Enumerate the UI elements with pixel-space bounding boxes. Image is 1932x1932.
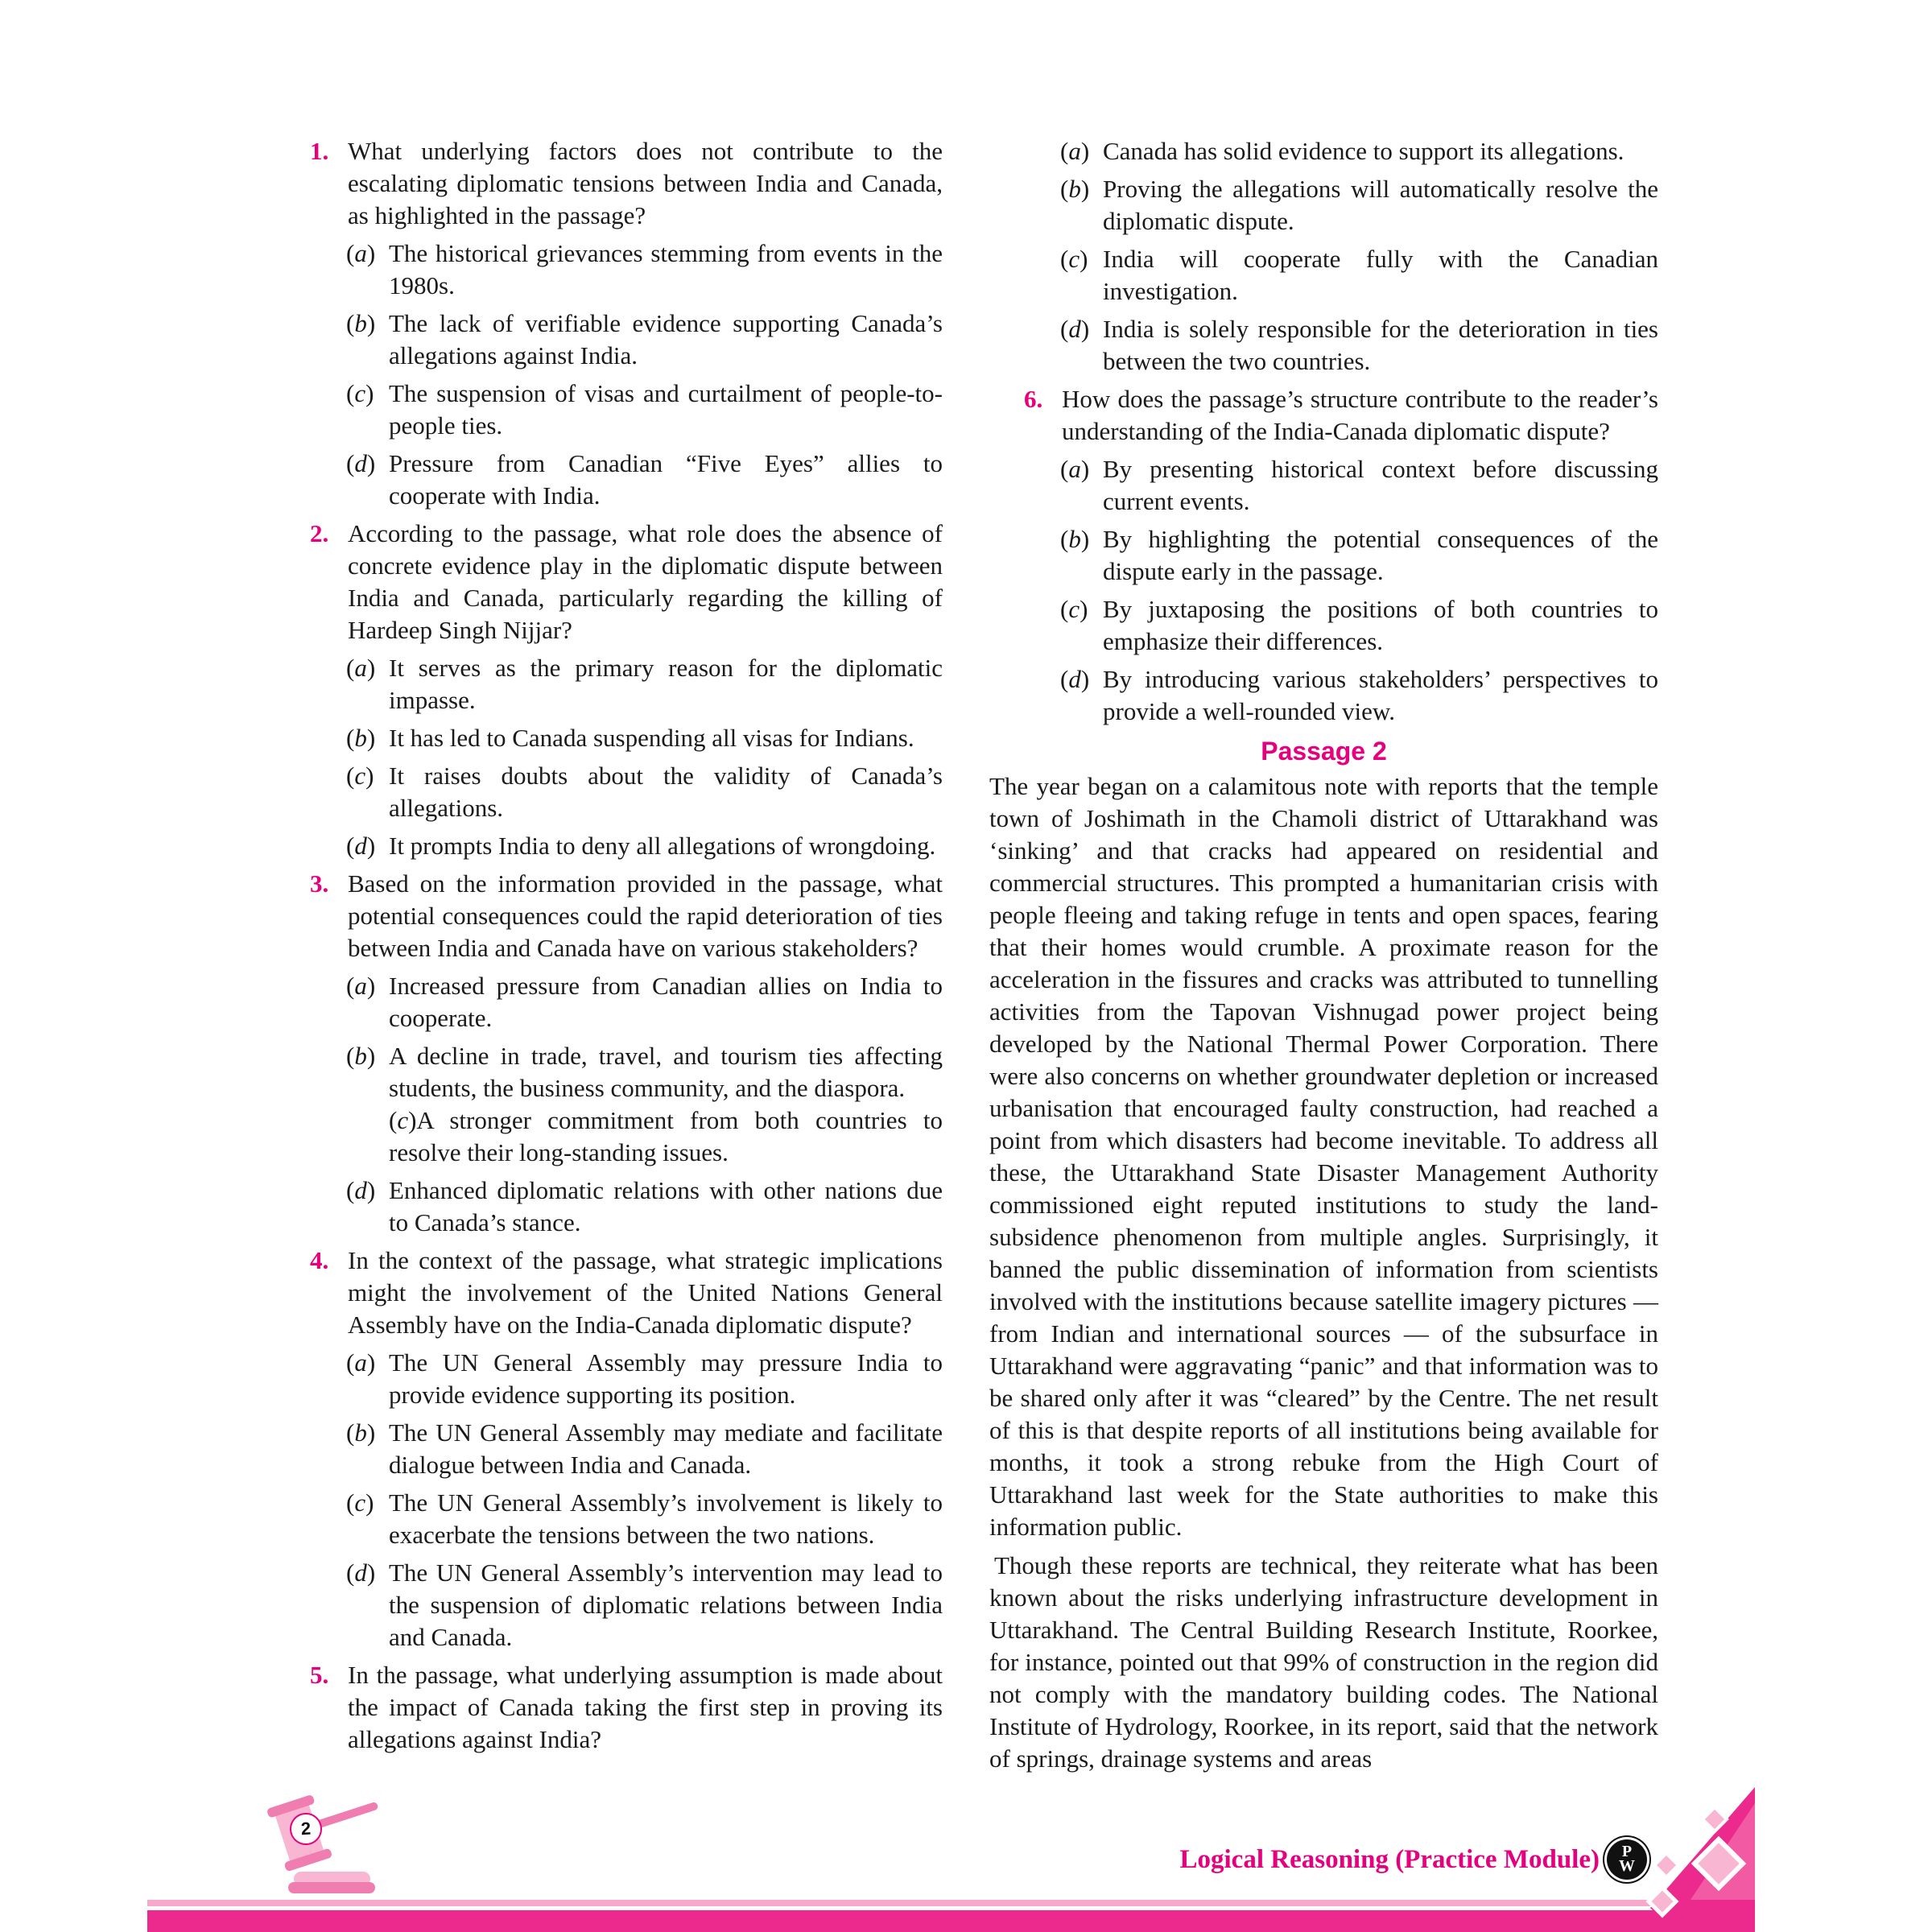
- option-3d: (d) Enhanced diplomatic relations with other nations due to Canada’s stance.: [346, 1176, 943, 1236]
- option-6c: (c) By juxtaposing the positions of both countries to emphasize their differences.: [1060, 595, 1658, 655]
- module-title: Logical Reasoning (Practice Module): [1179, 1845, 1600, 1874]
- question-3: [310, 868, 943, 964]
- option-5b: (b) Proving the allegations will automatically resolve the diplomatic dispute.: [1060, 175, 1658, 235]
- option-6a: (a) By presenting historical context before discussing current events.: [1060, 455, 1658, 515]
- passage-title: Passage 2: [1261, 737, 1387, 766]
- left-column: [310, 135, 943, 1761]
- question-1: [310, 135, 943, 232]
- gavel-icon: [266, 1787, 386, 1896]
- footer-stripe: [147, 1900, 1733, 1906]
- question-4: [310, 1245, 943, 1341]
- option-2d: (d) It prompts India to deny all allegations of wrongdoing.: [346, 832, 936, 860]
- question-text: In the context of the passage, what strategic implications might the involvement of the United Nations General Assembly have on the India-Canada diplomatic dispute?: [348, 1246, 943, 1339]
- question-number: 5.: [310, 1661, 329, 1689]
- option-5a: (a) Canada has solid evidence to support its allegations.: [1060, 137, 1624, 165]
- option-2a: (a) It serves as the primary reason for the diplomatic impasse.: [346, 654, 943, 714]
- question-text: Based on the information provided in the passage, what potential consequences could the rapid deterioration of ties between India and Canada have on various stakeholders?: [348, 869, 943, 962]
- option-2c: (c) It raises doubts about the validity of Canada’s allegations.: [346, 762, 943, 822]
- option-5c: (c) India will cooperate fully with the Canadian investigation.: [1060, 245, 1658, 305]
- option-3a: (a) Increased pressure from Canadian allies on India to cooperate.: [346, 972, 943, 1032]
- option-1b: (b) The lack of verifiable evidence supporting Canada’s allegations against India.: [346, 309, 943, 369]
- option-4d: (d) The UN General Assembly’s intervention may lead to the suspension of diplomatic relations between India and Canada.: [346, 1558, 943, 1651]
- diamond-decoration-icon: [1602, 1787, 1755, 1932]
- right-column: [989, 135, 1658, 1781]
- question-text: According to the passage, what role does the absence of concrete evidence play in the diplomatic dispute between India and Canada, particularly regarding the killing of Hardeep Singh Nijjar?: [348, 519, 943, 644]
- question-number: 1.: [310, 137, 329, 165]
- question-number: 2.: [310, 519, 329, 547]
- question-number: 4.: [310, 1246, 329, 1274]
- option-3b: (b) A decline in trade, travel, and tourism ties affecting students, the business community, and the diaspora.: [346, 1042, 943, 1102]
- page-number: 2: [289, 1812, 323, 1846]
- question-6: [989, 383, 1658, 448]
- passage-paragraph-1: The year began on a calamitous note with reports that the temple town of Joshimath in the Chamoli district of Uttarakhand was ‘sinking’ and that cracks had appeared on residential and commercial structures. This prompted a humanitarian crisis with people fleeing and taking refuge in tents and open spaces, fearing that their homes would crumble. A proximate reason for the acceleration in the fissures and cracks was attributed to tunnelling activities from the Tapovan Vishnugad power project being developed by the National Thermal Power Corporation. There were also concerns on whether groundwater depletion or increased urbanisation that encouraged faulty construction, had reached a point from which disasters had become inevitable. To address all these, the Uttarakhand State Disaster Management Authority commissioned eight reputed institutions to study the land-subsidence phenomenon from multiple angles. Surprisingly, it banned the public dissemination of information from scientists involved with the institutions because satellite imagery pictures — from Indian and international sources — of the subsurface in Uttarakhand were aggravating “panic” and that information was to be shared only after it was “cleared” by the Centre. The net result of this is that despite reports of all institutions being available for months, it took a strong rebuke from the High Court of Uttarakhand last week for the State authorities to make this information public.: [989, 772, 1658, 1541]
- option-6b: (b) By highlighting the potential consequences of the dispute early in the passage.: [1060, 525, 1658, 585]
- question-number: 6.: [1024, 385, 1043, 413]
- option-1d: (d) Pressure from Canadian “Five Eyes” allies to cooperate with India.: [346, 449, 943, 510]
- question-5: [310, 1659, 943, 1756]
- question-text: How does the passage’s structure contribute to the reader’s understanding of the India-Canada diplomatic dispute?: [1062, 385, 1658, 445]
- question-2: [310, 518, 943, 646]
- question-number: 3.: [310, 869, 329, 898]
- option-4b: (b) The UN General Assembly may mediate and facilitate dialogue between India and Canada.: [346, 1418, 943, 1479]
- passage-paragraph-2: Though these reports are technical, they reiterate what has been known about the risks underlying infrastructure development in Uttarakhand. The Central Building Research Institute, Roorkee, for instance, pointed out that 99% of construction in the region did not comply with the mandatory building codes. The National Institute of Hydrology, Roorkee, in its report, said that the network of springs, drainage systems and areas: [989, 1551, 1658, 1773]
- option-6d: (d) By introducing various stakeholders’ perspectives to provide a well-rounded view.: [1060, 665, 1658, 725]
- option-3c: (c)A stronger commitment from both countries to resolve their long-standing issues.: [389, 1106, 943, 1166]
- footer-bar: [147, 1910, 1749, 1932]
- option-4a: (a) The UN General Assembly may pressure India to provide evidence supporting its position.: [346, 1348, 943, 1409]
- option-1c: (c) The suspension of visas and curtailment of people-to-people ties.: [346, 379, 943, 440]
- option-2b: (b) It has led to Canada suspending all visas for Indians.: [346, 724, 914, 752]
- option-5d: (d) India is solely responsible for the deterioration in ties between the two countries.: [1060, 315, 1658, 375]
- question-text: In the passage, what underlying assumption is made about the impact of Canada taking the first step in proving its allegations against India?: [348, 1661, 943, 1753]
- option-1a: (a) The historical grievances stemming from events in the 1980s.: [346, 239, 943, 299]
- option-4c: (c) The UN General Assembly’s involvement is likely to exacerbate the tensions between the two nations.: [346, 1488, 943, 1549]
- pw-logo-icon: P W: [1607, 1839, 1647, 1880]
- question-text: What underlying factors does not contribute to the escalating diplomatic tensions between India and Canada, as highlighted in the passage?: [348, 137, 943, 229]
